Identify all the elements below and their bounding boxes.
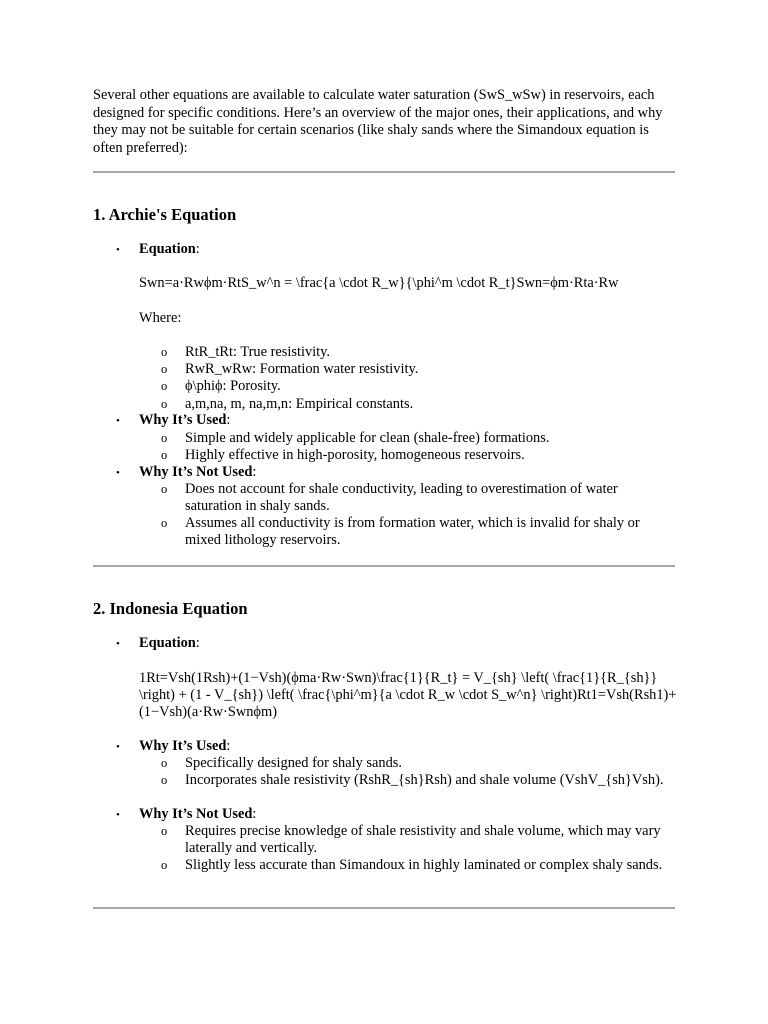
sub-bullet-marker: o [161,858,168,872]
divider [93,907,675,909]
archie-why-used-item: Simple and widely applicable for clean (shale-free) formations. [185,430,550,446]
indonesia-why-used-item: Specifically designed for shaly sands. [185,755,403,771]
indonesia-equation: 1Rt=Vsh(1Rsh)+(1−Vsh)(ϕma·Rw·Swn)\frac{1}{R_t} = V_{sh} \left( \frac{1}{R_{sh}} \right) + (1 - V_{sh}) \left( \frac{\phi^m}{a \cdot R_w \cdot S_w^n} \right)Rt1=Vsh(Rsh1)+(1−Vsh)(a·Rw·Swnϕm) [139,670,677,720]
sub-bullet-marker: o [161,482,168,496]
sub-bullet-marker: o [161,379,168,393]
bullet-marker: • [116,244,120,256]
archie-equation-label: Equation: [139,241,200,257]
sub-bullet-marker: o [161,345,168,359]
indonesia-why-not-item: Slightly less accurate than Simandoux in highly laminated or complex shaly sands. [185,857,663,873]
sub-bullet-marker: o [161,824,168,838]
archie-where-item: a,m,na, m, na,m,n: Empirical constants. [185,396,414,412]
sub-bullet-marker: o [161,362,168,376]
indonesia-why-used-label: Why It’s Used: [139,738,231,754]
intro-paragraph: Several other equations are available to calculate water saturation (SwS_wSw) in reservoirs, each designed for specific conditions. Here’s an overview of the major ones, their applications, and why they may not be suitable for certain scenarios (like shaly sands where the Simandoux equation is often preferred): [93,87,663,156]
indonesia-equation-label: Equation: [139,635,200,651]
archie-why-not-item: Does not account for shale conductivity, leading to overestimation of water saturation in shaly sands. [185,481,618,514]
archie-why-used-label: Why It’s Used: [139,412,231,428]
indonesia-why-used-item: Incorporates shale resistivity (RshR_{sh}Rsh) and shale volume (VshV_{sh}Vsh). [185,772,664,788]
archie-why-not-label: Why It’s Not Used: [139,464,257,480]
bullet-marker: • [116,638,120,650]
archie-equation: Swn=a·Rwϕm·RtS_w^n = \frac{a \cdot R_w}{\phi^m \cdot R_t}Swn=ϕm·Rta·Rw [139,275,619,291]
indonesia-why-not-label: Why It’s Not Used: [139,806,257,822]
divider [93,565,675,567]
divider [93,171,675,173]
sub-bullet-marker: o [161,516,168,530]
bullet-marker: • [116,741,120,753]
sub-bullet-marker: o [161,431,168,445]
archie-where-item: RtR_tRt: True resistivity. [185,344,331,360]
sub-bullet-marker: o [161,773,168,787]
bullet-marker: • [116,415,120,427]
archie-why-not-item: Assumes all conductivity is from formation water, which is invalid for shaly or mixed lithology reservoirs. [185,515,640,548]
sub-bullet-marker: o [161,756,168,770]
archie-where: Where: [139,310,182,326]
bullet-marker: • [116,467,120,479]
indonesia-why-not-item: Requires precise knowledge of shale resistivity and shale volume, which may vary laterally and vertically. [185,823,661,856]
sub-bullet-marker: o [161,448,168,462]
archie-why-used-item: Highly effective in high-porosity, homogeneous reservoirs. [185,447,525,463]
sub-bullet-marker: o [161,397,168,411]
archie-where-item: ϕ\phiϕ: Porosity. [185,378,281,394]
indonesia-heading: 2. Indonesia Equation [93,599,248,618]
bullet-marker: • [116,809,120,821]
archie-where-item: RwR_wRw: Formation water resistivity. [185,361,419,377]
archie-heading: 1. Archie's Equation [93,205,237,224]
